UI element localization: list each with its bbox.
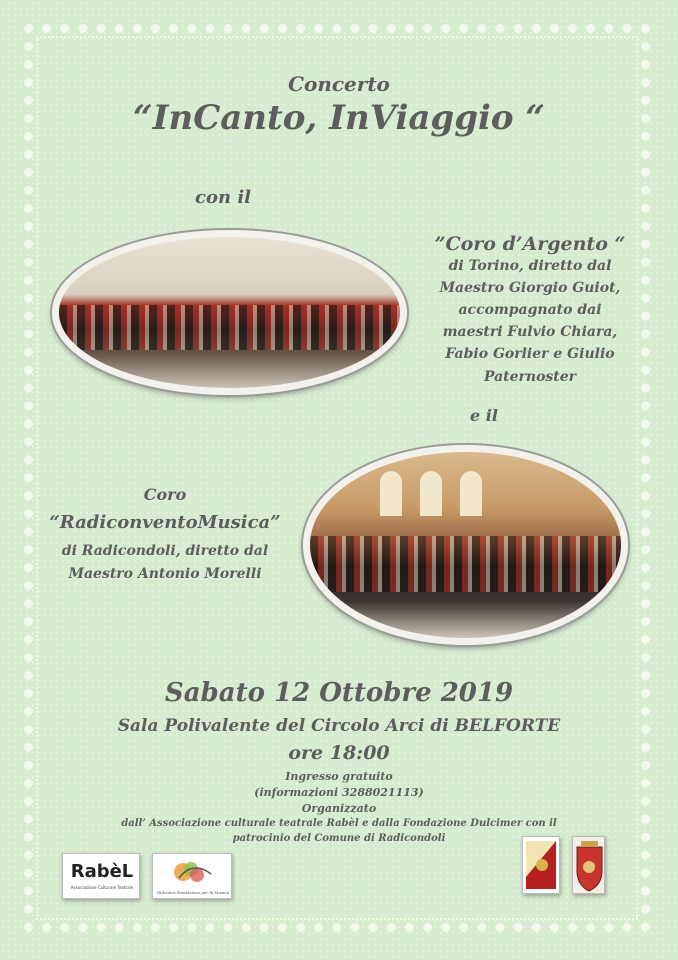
event-date: Sabato 12 Ottobre 2019 bbox=[164, 678, 514, 708]
entry-text: Ingresso gratuito bbox=[285, 770, 393, 783]
choir1-photo bbox=[52, 230, 407, 395]
municipality-crest-icon bbox=[572, 836, 605, 894]
and-label: e il bbox=[470, 406, 498, 425]
choir2-singers bbox=[310, 536, 621, 592]
choir1-line-4: maestri Fulvio Chiara, bbox=[442, 324, 618, 340]
choir1-line-1: di Torino, diretto dal bbox=[448, 258, 612, 274]
event-venue: Sala Polivalente del Circolo Arci di BELFORTE bbox=[117, 716, 561, 736]
event-time: ore 18:00 bbox=[288, 742, 390, 764]
choir2-name: “RadiconventoMusica” bbox=[49, 512, 281, 533]
concert-kicker: Concerto bbox=[288, 72, 390, 96]
choir1-line-6: Paternoster bbox=[483, 369, 577, 385]
concert-title: “InCanto, InViaggio “ bbox=[133, 98, 545, 138]
rabel-logo bbox=[62, 853, 140, 899]
choir1-line-2: Maestro Giorgio Guiot, bbox=[439, 280, 621, 296]
rabel-logo-subtitle: Associazione Culturale Teatrale bbox=[70, 885, 134, 890]
dulcimer-logo bbox=[152, 853, 232, 899]
organizer-line-1: dall’ Associazione culturale teatrale Rabèl e dalla Fondazione Dulcimer con il bbox=[121, 818, 557, 829]
with-label: con il bbox=[195, 187, 251, 208]
arch bbox=[420, 471, 442, 516]
choir1-line-5: Fabio Gorlier e Giulio bbox=[445, 346, 615, 362]
municipality-flag-icon bbox=[522, 836, 560, 894]
arch bbox=[460, 471, 482, 516]
arch bbox=[380, 471, 402, 516]
choir1-singers bbox=[59, 305, 400, 350]
organized-label: Organizzato bbox=[301, 802, 377, 815]
dulcimer-logo-text: Dulcimer Fondazione per la Musica bbox=[156, 890, 230, 895]
choir1-line-3: accompagnato dai bbox=[458, 302, 602, 318]
choir2-line-2: Maestro Antonio Morelli bbox=[68, 566, 262, 582]
organizer-line-2: patrocinio del Comune di Radicondoli bbox=[232, 833, 446, 844]
choir2-photo bbox=[303, 445, 628, 645]
rabel-logo-text: RabèL bbox=[70, 861, 134, 882]
choir1-name: ”Coro d’Argento “ bbox=[434, 233, 626, 255]
choir2-line-1: di Radicondoli, diretto dal bbox=[61, 543, 269, 559]
info-text: (informazioni 3288021113) bbox=[254, 786, 424, 799]
choir2-label: Coro bbox=[143, 485, 187, 504]
